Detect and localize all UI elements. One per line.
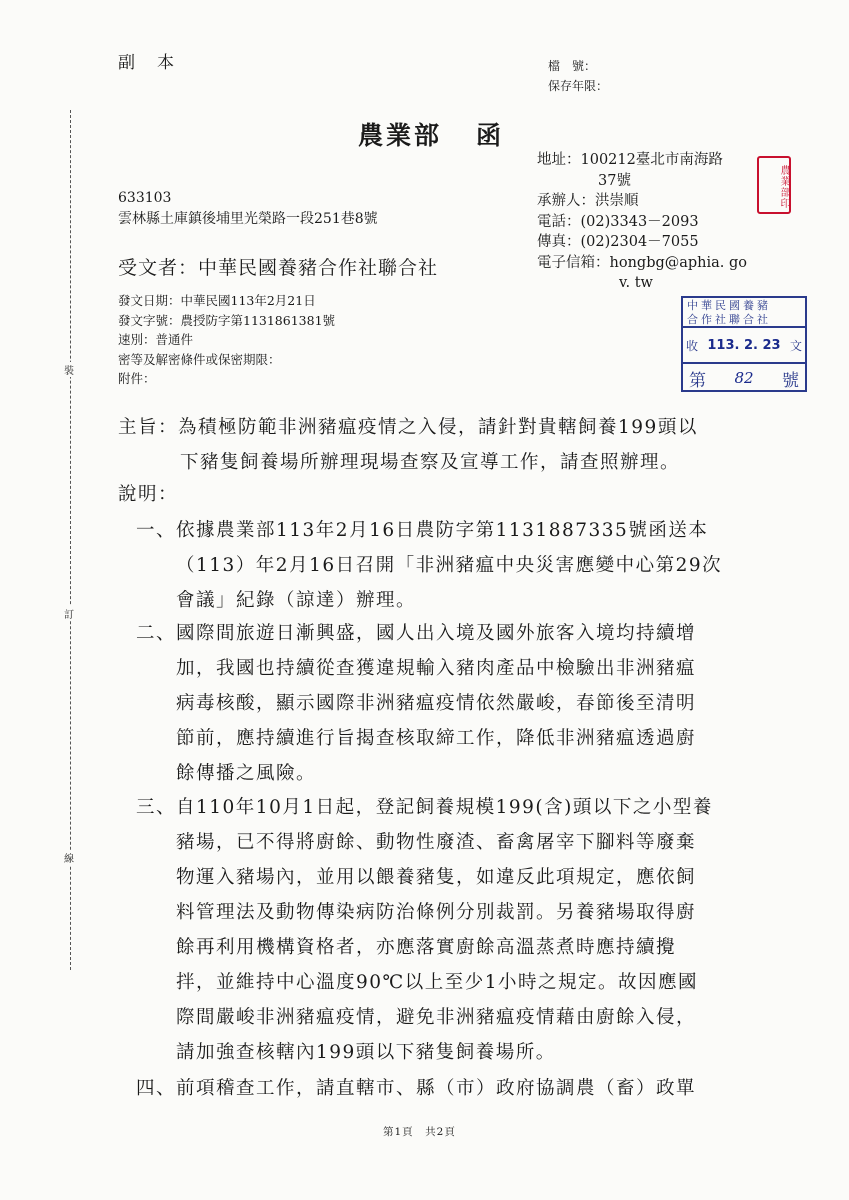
- secrecy-level: 密等及解密條件或保密期限：: [118, 351, 281, 367]
- item-2-line: 病毒核酸，顯示國際非洲豬瘟疫情依然嚴峻，春節後至清明: [176, 693, 697, 714]
- item-3-line: 料管理法及動物傳染病防治條例分別裁罰。另養豬場取得廚: [176, 902, 697, 923]
- item-2-line: 節前，應持續進行旨揭查核取締工作，降低非洲豬瘟透過廚: [176, 728, 697, 749]
- copy-mark: 副本: [118, 53, 196, 73]
- recipient: 受文者：中華民國養豬合作社聯合社: [118, 257, 439, 279]
- item-2-first: 二、國際間旅遊日漸興盛，國人出入境及國外旅客入境均持續增: [136, 623, 697, 644]
- item-4: [136, 1071, 696, 1106]
- document-title: [358, 116, 504, 152]
- official-seal: 農業部印: [757, 156, 791, 214]
- stamp-received-char: 收: [685, 338, 698, 353]
- item-1-line: （113）年2月16日召開「非洲豬瘟中央災害應變中心第29次: [176, 555, 723, 576]
- page-footer: 第1頁 共2頁: [383, 1126, 456, 1138]
- email-line-1: 電子信箱：hongbg@aphia. go: [537, 254, 748, 271]
- item-3-first: 三、自110年10月1日起，登記飼養規模199(含)頭以下之小型養: [136, 797, 713, 818]
- speed-class: 速別：普通件: [118, 332, 194, 347]
- binding-char-3: 線: [64, 850, 74, 865]
- subject: [118, 410, 698, 480]
- stamp-org-line-2: 合作社聯合社: [687, 313, 771, 326]
- subject-line-2: 下豬隻飼養場所辦理現場查察及宣導工作，請查照辦理。: [180, 452, 681, 473]
- stamp-doc-char: 文: [789, 338, 802, 353]
- contact-block: [537, 150, 747, 294]
- phone: 電話：(02)3343－2093: [537, 213, 699, 230]
- handler: 承辦人：洪崇順: [537, 193, 639, 209]
- item-1: [136, 513, 722, 618]
- item-3: [136, 790, 713, 1070]
- email-line-2: v. tw: [619, 275, 653, 291]
- recipient-address: [118, 188, 378, 229]
- item-1-first: 一、依據農業部113年2月16日農防字第1131887335號函送本: [136, 520, 709, 541]
- stamp-no-prefix: 第: [689, 370, 706, 391]
- issue-date: 發文日期：中華民國113年2月21日: [118, 293, 316, 308]
- binding-char-2: 訂: [64, 606, 74, 621]
- item-4-first: 四、前項稽查工作，請直轄市、縣（市）政府協調農（畜）政單: [136, 1078, 697, 1099]
- binding-line: [70, 110, 71, 970]
- document-meta: [118, 291, 335, 389]
- archive-info: [548, 56, 608, 96]
- item-3-line: 請加強查核轄內199頭以下豬隻飼養場所。: [176, 1042, 556, 1063]
- item-3-line: 際間嚴峻非洲豬瘟疫情，避免非洲豬瘟疫情藉由廚餘入侵，: [176, 1007, 697, 1028]
- document-number: 發文字號：農授防字第1131861381號: [118, 312, 336, 328]
- archive-no-label: 檔 號：: [548, 59, 597, 73]
- document-type: 函: [476, 121, 505, 150]
- stamp-no-suffix: 號: [782, 370, 799, 391]
- received-stamp: [681, 296, 807, 392]
- address-line-1: 地址：100212臺北市南海路: [537, 152, 723, 168]
- subject-line-1: 主旨：為積極防範非洲豬瘟疫情之入侵，請針對貴轄飼養199頭以: [118, 417, 698, 438]
- item-3-line: 餘再利用機構資格者，亦應落實廚餘高溫蒸煮時應持續攪: [176, 937, 677, 958]
- attachment: 附件：: [118, 371, 156, 386]
- item-2-line: 餘傳播之風險。: [176, 763, 317, 784]
- retention-label: 保存年限：: [548, 79, 609, 93]
- street-address: 雲林縣土庫鎮後埔里光榮路一段251巷8號: [118, 210, 378, 227]
- stamp-number: 82: [734, 369, 754, 387]
- explanation-label: 說明：: [118, 484, 179, 505]
- binding-char-1: 裝: [64, 362, 74, 377]
- item-2-line: 加，我國也持續從查獲違規輸入豬肉產品中檢驗出非洲豬瘟: [176, 658, 697, 679]
- issuing-org: 農業部: [358, 121, 443, 150]
- item-1-line: 會議」紀錄（諒達）辦理。: [176, 590, 417, 611]
- stamp-date: 113. 2. 23: [707, 337, 781, 353]
- item-3-line: 豬場，已不得將廚餘、動物性廢渣、畜禽屠宰下腳料等廢棄: [176, 832, 697, 853]
- fax: 傳真：(02)2304－7055: [537, 234, 699, 250]
- item-2: [136, 616, 696, 791]
- address-line-2: 37號: [598, 172, 631, 189]
- item-3-line: 物運入豬場內，並用以餵養豬隻，如違反此項規定，應依飼: [176, 867, 697, 888]
- item-3-line: 拌，並維持中心溫度90℃以上至少1小時之規定。故因應國: [176, 972, 699, 993]
- stamp-org-line-1: 中華民國養豬: [687, 299, 771, 312]
- postal-code: 633103: [118, 190, 172, 206]
